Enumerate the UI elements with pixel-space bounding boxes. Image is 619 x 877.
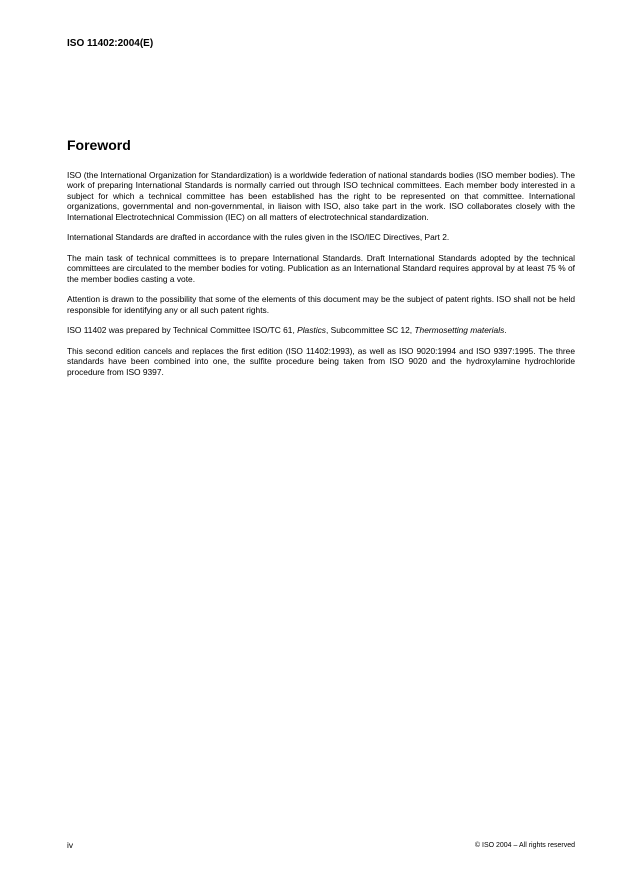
prepared-by-thermosetting: Thermosetting materials (414, 325, 505, 336)
foreword-body (67, 170, 575, 387)
paragraph-committee-task: The main task of technical committees is to prepare International Standards. Draft International Standards adopted by the technical committees are circulated to the member bodies for voting. Publication as an International Standard requires approval by at least 75 % of the member bodies casting a vote. (67, 252, 575, 284)
page-number: iv (67, 840, 74, 850)
paragraph-edition-notice: This second edition cancels and replaces the first edition (ISO 11402:1993), as well as ISO 9020:1994 and ISO 9397:1995. The three standards have been combined into one, the sulfite procedure being taken from ISO 9020 and the hydroxylamine hydrochloride procedure from ISO 9397. (67, 345, 575, 377)
paragraph-drafting-rules: International Standards are drafted in accordance with the rules given in the ISO/IEC Directives, Part 2. (67, 232, 450, 243)
prepared-by-text-2: , Subcommittee SC 12, (325, 325, 415, 336)
prepared-by-text-3: . (504, 325, 507, 336)
copyright-notice: © ISO 2004 – All rights reserved (474, 842, 575, 849)
paragraph-about-iso: ISO (the International Organization for Standardization) is a worldwide federation of national standards bodies (ISO member bodies). The work of preparing International Standards is normally carried out through ISO technical committees. Each member body interested in a subject for which a technical committee has been established has the right to be represented on that committee. International organizations, governmental and non-governmental, in liaison with ISO, also take part in the work. ISO collaborates closely with the International Electrotechnical Commission (IEC) on all matters of electrotechnical standardization. (67, 170, 575, 222)
page-title: Foreword (67, 137, 131, 153)
paragraph-patent-notice: Attention is drawn to the possibility that some of the elements of this document may be the subject of patent rights. ISO shall not be held responsible for identifying any or all such patent rights. (67, 294, 575, 315)
prepared-by-text-1: ISO 11402 was prepared by Technical Committee ISO/TC 61, (67, 325, 298, 336)
prepared-by-plastics: Plastics (297, 325, 326, 336)
paragraph-prepared-by (67, 325, 575, 335)
document-header-id: ISO 11402:2004(E) (67, 38, 154, 49)
